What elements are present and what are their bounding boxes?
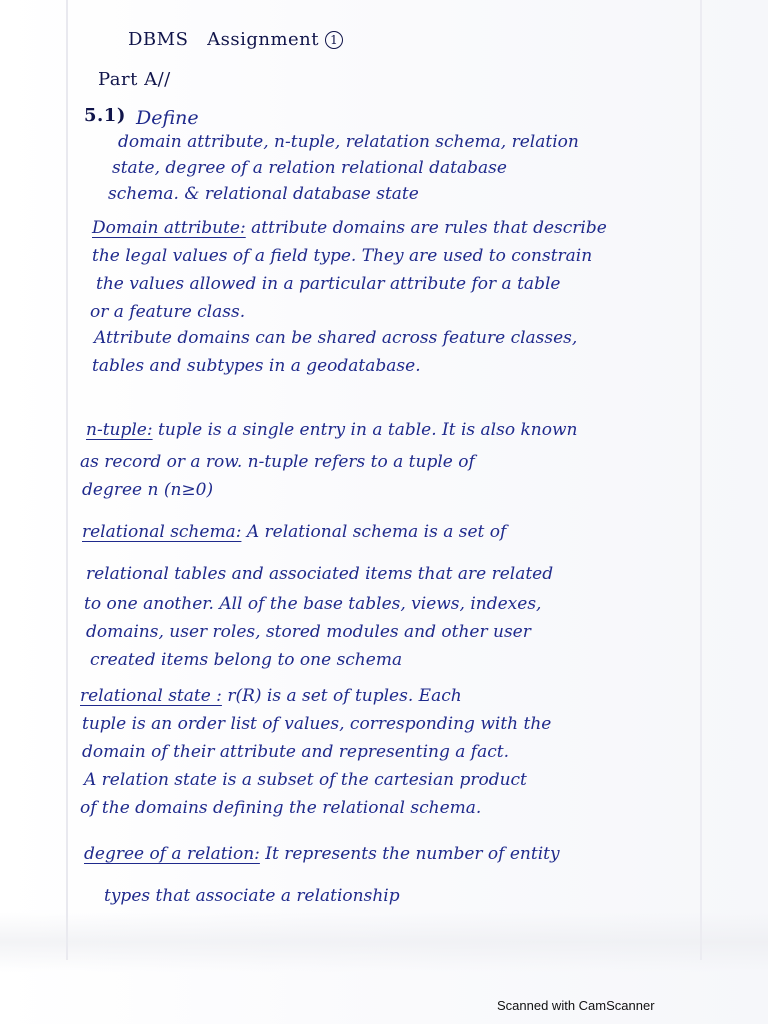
domain-attribute-term: Domain attribute: <box>92 218 246 238</box>
part-label: Part A// <box>98 69 171 90</box>
relational-state-line-1 <box>80 684 462 708</box>
ntuple-line-3: degree n (n≥0) <box>82 480 214 500</box>
degree-text-1: It represents the number of entity <box>265 844 560 864</box>
question-line-1: Define <box>136 107 199 129</box>
question-number: 5.1) <box>84 105 126 126</box>
relational-state-line-3: domain of their attribute and representing a fact. <box>82 742 509 762</box>
relational-state-line-5: of the domains defining the relational schema. <box>80 798 482 818</box>
ntuple-term: n-tuple: <box>86 420 153 440</box>
question-line-4: schema. & relational database state <box>108 184 419 204</box>
relational-schema-text-1: A relational schema is a set of <box>246 522 507 542</box>
right-margin-line <box>700 0 702 960</box>
degree-line-1 <box>84 842 560 866</box>
domain-attribute-line-3: the values allowed in a particular attribute for a table <box>96 274 561 294</box>
ntuple-line-1 <box>86 418 577 442</box>
relational-state-term: relational state : <box>80 686 222 706</box>
domain-attribute-line-5: Attribute domains can be shared across feature classes, <box>94 328 578 348</box>
domain-attribute-text-1: attribute domains are rules that describe <box>251 218 607 238</box>
title-assignment: Assignment <box>207 29 319 50</box>
page-shadow <box>0 912 768 972</box>
title-subject: DBMS <box>128 29 189 50</box>
domain-attribute-line-2: the legal values of a field type. They are used to constrain <box>92 246 593 266</box>
ntuple-text-1: tuple is a single entry in a table. It is also known <box>158 420 578 440</box>
relational-schema-term: relational schema: <box>82 522 242 542</box>
scanner-watermark: Scanned with CamScanner <box>497 998 655 1013</box>
relational-state-line-2: tuple is an order list of values, corresponding with the <box>82 714 552 734</box>
degree-line-2: types that associate a relationship <box>104 886 400 906</box>
page-title <box>128 28 343 52</box>
relational-schema-line-1 <box>82 520 506 544</box>
domain-attribute-line-1 <box>92 216 607 240</box>
domain-attribute-line-4: or a feature class. <box>90 302 246 322</box>
relational-state-line-4: A relation state is a subset of the cartesian product <box>84 770 527 790</box>
degree-term: degree of a relation: <box>84 844 260 864</box>
ntuple-line-2: as record or a row. n-tuple refers to a tuple of <box>80 452 475 472</box>
relational-schema-line-4: domains, user roles, stored modules and other user <box>86 622 531 642</box>
relational-schema-line-5: created items belong to one schema <box>90 650 403 670</box>
relational-schema-line-3: to one another. All of the base tables, views, indexes, <box>84 594 542 614</box>
question-line-3: state, degree of a relation relational database <box>112 158 507 178</box>
left-margin-line <box>66 0 68 960</box>
relational-state-text-1: r(R) is a set of tuples. Each <box>227 686 462 706</box>
relational-schema-line-2: relational tables and associated items that are related <box>86 564 554 584</box>
title-number: 1 <box>325 31 343 49</box>
question-line-2: domain attribute, n-tuple, relatation schema, relation <box>118 132 579 152</box>
domain-attribute-line-6: tables and subtypes in a geodatabase. <box>92 356 421 376</box>
